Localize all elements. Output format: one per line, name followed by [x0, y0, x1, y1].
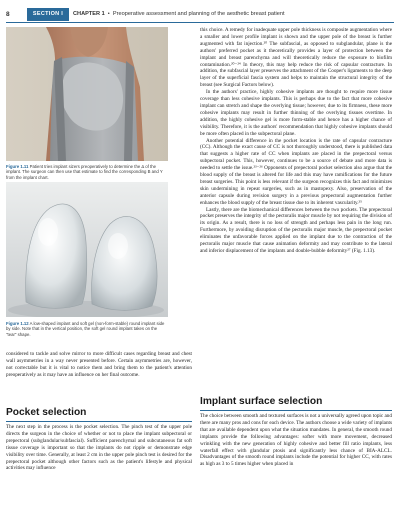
page-number: 8 [6, 11, 10, 18]
figure-1-12-label: Figure 1.12 [6, 321, 29, 326]
figure-1-11-label: Figure 1.11 [6, 164, 29, 169]
implant-surface-heading: Implant surface selection [200, 396, 323, 407]
patient-sizer-photo [6, 27, 168, 161]
chapter-header: CHAPTER 1 • Preoperative assessment and planning of the aesthetic breast patient [73, 11, 285, 17]
chapter-label: CHAPTER 1 [73, 11, 105, 17]
right-column [200, 27, 392, 255]
figure-1-11-caption [6, 164, 167, 180]
figure-1-12-photo [6, 182, 168, 317]
right-paragraph-1: this choice. A remedy for inadequate upper pole thickness is composite augmentation where a smaller and lower profile implant is shown and the upper pole of the breast is further augmented with fat injection.²⁰ The subfascial, as opposed to subglandular, plane is the authors' preferred pocket as it theoretically provides a layer of protection between the implant and breast parenchyma and will theoretically reduce the exposure to biofilm contamination.²⁰⁻²⁴ In theory, this may help reduce the risk of capsular contracture. In addition, the subfascial layer preserves the attachment of the Cooper's ligaments to the deep layer of the superficial fascia system and helps to maintain the structural integrity of the breast (see Surgical Factors below). [200, 27, 392, 89]
section-label: SECTION I [27, 8, 69, 21]
running-header [0, 8, 400, 21]
figure-1-11-text: Patient tries implant sizers preoperatively to determine the Δ of the implant. The surgeon can then use that estimate to find the corresponding B and Y from the implant chart. [6, 164, 163, 180]
pocket-selection-heading: Pocket selection [6, 407, 87, 418]
pocket-selection-rule [6, 421, 192, 422]
right-paragraph-4: Lastly, there are the biomechanical differences between the two pockets. The prepectoral pocket preserves the integrity of the pectoralis major muscle by not requiring the division of its origin. As a result, there is no loss of strength and perhaps less pain in the long run. Furthermore, by avoiding disruption of the pectoralis major muscle, the prepectoral pocket eliminates the unfavorable forces applied on the implant due to the contraction of the pectoralis major muscle that cause animation deformity and may contribute to the lateral and inferior displacement of the implants and double-bubble deformity²⁷ (Fig. 1.13). [200, 206, 392, 254]
figure-1-11-photo [6, 27, 168, 161]
left-continued-paragraph: considered to tackle and solve mirror to more difficult cases regarding breast and chest wall asymmetries in a way never presented before. Certain asymmetries are, however, not correctable but it is vital to notice them and bring them to the patient's attention preoperatively as it may have an influence on her final outcome. [6, 351, 192, 378]
right-paragraph-2: In the authors' practice, highly cohesive implants are thought to require more tissue coverage than less cohesive implants. This is perhaps due to the fact that more cohesive implant can stretch and shape the overlying tissue; however, due to its firmness, these more cohesive implants may result in further thinning of the overlying tissues overtime. In addition, the highly cohesive gel is more form-stable and hence has a higher chance of visibility. Therefore, it is the authors' recommendation that highly cohesive implants should be more often placed in the subpectoral plane. [200, 89, 392, 137]
implant-surface-rule [200, 410, 392, 411]
right-paragraph-3: Another potential difference in the pocket location is the rate of capsular contracture (CC). Although the exact cause of CC is not thoroughly understood, there is published data that suggests a higher rate of CC when implants are placed in the prepectoral versus subpectoral pocket. This, however, continues to be a source of debate and more data is needed to settle the issue.²³⁻²⁶ Opponents of prepectoral pocket selection also argue that the blood supply of the breast is altered for life and this may have ramifications for the future breast surgeries. This point is less relevant if the surgeon recognizes this fact and minimizes skin undermining in repeat surgeries, such as in mastopexy. Also, preservation of the anterior capsule during revision surgery in a previous prepectoral augmentation further enhances the blood supply of the breast tissue due to its inherent vascularity.²⁵ [200, 137, 392, 206]
figure-1-12-caption [6, 321, 167, 337]
implant-surface-paragraph: The choice between smooth and textured surfaces is not a universally agreed upon topic and there are many pros and cons for each device. The authors choose a wide variety of implants that are available dependent upon what the situation mandates. In general, the smooth round implants provide the following advantages: softer with more movement, decreased wrinkling with the new generation of highly cohesive and better fill ratio implants, less waterfall effect with glandular ptosis and significantly less chance of BIA-ALCL. Disadvantages of the smooth round implants include the potential for higher CC, with rates as high as 3 to 5 times higher when placed in [200, 413, 392, 468]
header-rule [6, 22, 394, 23]
implants-photo [6, 182, 168, 317]
chapter-title: Preoperative assessment and planning of the aesthetic breast patient [112, 11, 285, 17]
pocket-selection-paragraph: The next step in the process is the pocket selection. The pinch test of the upper pole directs the surgeon in the choice of whether or not to place the implant subpectoral or prepectoral (subglandular/subfascial). Sufficient parenchymal and subcutaneous fat soft tissue coverage is important so that the implants do not ripple or demonstrate edge visibility over time. Generally, at least 2 cm in the upper pole pinch test is desired for the prepectoral pocket although other factors such as the patient's lifestyle and physical activities may influence [6, 424, 192, 472]
figure-1-12-text: A low-shaped implant and soft gel (non-form-stable) round implant side by side. Note that in the vertical position, the soft gel round implant takes on the "tear" shape. [6, 321, 165, 337]
